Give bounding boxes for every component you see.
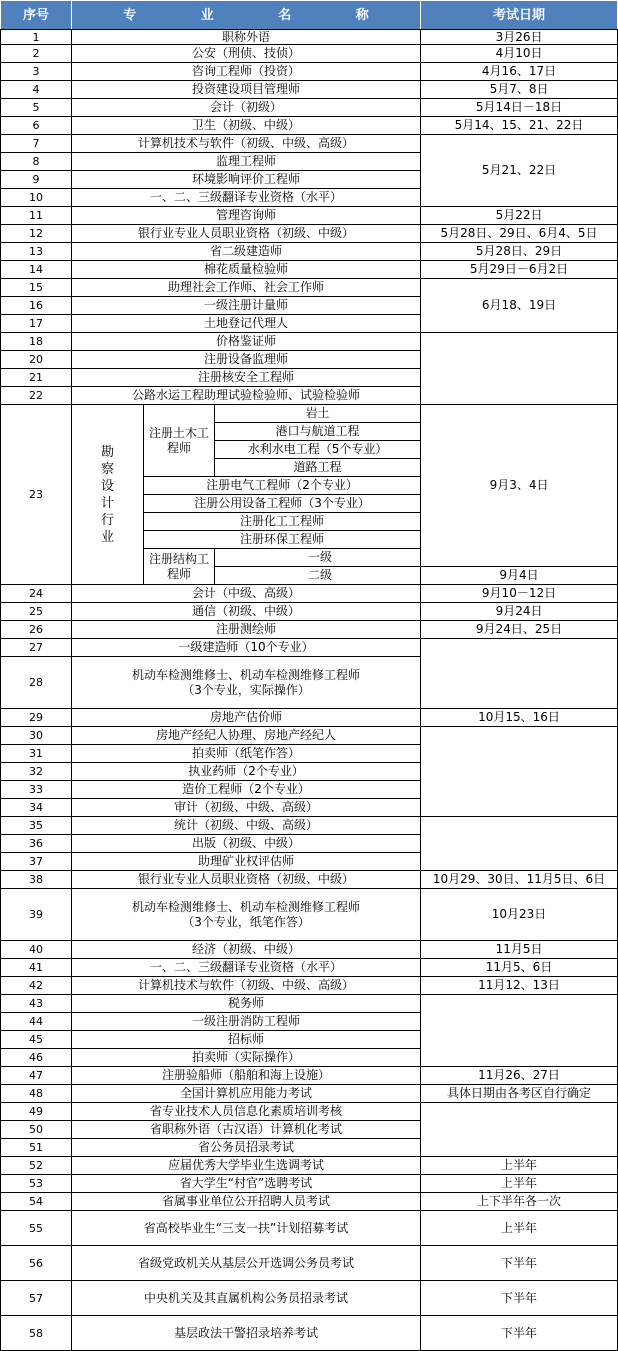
table-row [1,279,618,297]
exam-date: 9月4日 [421,567,618,585]
row-number: 42 [1,977,72,995]
exam-date: 5月14日－18日 [421,99,618,117]
row-number: 50 [1,1121,72,1139]
exam-date: 具体日期由各考区自行确定 [421,1085,618,1103]
specialty-name: 省大学生“村官”选聘考试 [72,1175,421,1193]
row-number: 54 [1,1193,72,1211]
specialty-name: 价格鉴证师 [72,333,421,351]
table-row [1,603,618,621]
row-number: 28 [1,657,72,709]
row-number: 46 [1,1049,72,1067]
exam-date: 11月12、13日 [421,977,618,995]
specialty-name: 统计（初级、中级、高级） [72,817,421,835]
sub-item: 水利水电工程（5个专业） [215,441,421,459]
row-number: 44 [1,1013,72,1031]
row-number: 24 [1,585,72,603]
table-row [1,1316,618,1351]
specialty-name: 省专业技术人员信息化素质培训考核 [72,1103,421,1121]
table-row [1,871,618,889]
group-label: 勘 察 设 计 行 业 [72,405,144,585]
specialty-name: 计算机技术与软件（初级、中级、高级） [72,135,421,153]
table-row [1,621,618,639]
row-number: 3 [1,63,72,81]
table-row [1,261,618,279]
exam-date [421,727,618,817]
row-number: 2 [1,45,72,63]
row-number: 11 [1,207,72,225]
row-number: 36 [1,835,72,853]
specialty-name: 土地登记代理人 [72,315,421,333]
table-row [1,81,618,99]
table-row [1,1067,618,1085]
table-row [1,709,618,727]
specialty-name: 助理社会工作师、社会工作师 [72,279,421,297]
specialty-name: 银行业专业人员职业资格（初级、中级） [72,225,421,243]
exam-date: 5月21、22日 [421,135,618,207]
row-number: 8 [1,153,72,171]
specialty-name-line: 机动车检测维修士、机动车检测维修工程师 [132,899,361,914]
row-number: 15 [1,279,72,297]
specialty-name: 执业药师（2个专业） [72,763,421,781]
sub-item: 注册环保工程师 [144,531,421,549]
table-row [1,639,618,657]
specialty-name: 管理咨询师 [72,207,421,225]
row-number: 20 [1,351,72,369]
exam-date: 11月26、27日 [421,1067,618,1085]
specialty-name: 审计（初级、中级、高级） [72,799,421,817]
specialty-name: 会计（中级、高级） [72,585,421,603]
header-date: 考试日期 [421,1,618,30]
sub-item: 二级 [215,567,421,585]
row-number: 57 [1,1281,72,1316]
row-number: 39 [1,889,72,941]
row-number: 31 [1,745,72,763]
row-number: 9 [1,171,72,189]
exam-date: 9月24日 [421,603,618,621]
structural-engineer-label: 注册结构工程师 [144,549,215,585]
row-number: 16 [1,297,72,315]
table-row [1,977,618,995]
exam-date: 上半年 [421,1157,618,1175]
sub-item: 岩土 [215,405,421,423]
table-row [1,959,618,977]
row-number: 1 [1,30,72,45]
row-number: 35 [1,817,72,835]
specialty-name: 省二级建造师 [72,243,421,261]
specialty-name: 出版（初级、中级） [72,835,421,853]
row-number: 43 [1,995,72,1013]
row-number: 38 [1,871,72,889]
specialty-name: 银行业专业人员职业资格（初级、中级） [72,871,421,889]
row-number: 48 [1,1085,72,1103]
specialty-name-line: 机动车检测维修士、机动车检测维修工程师 [132,667,361,682]
exam-date: 5月28日、29日 [421,243,618,261]
row-number: 52 [1,1157,72,1175]
table-row [1,1246,618,1281]
specialty-name: 基层政法干警招录培养考试 [72,1316,421,1351]
row-number: 45 [1,1031,72,1049]
specialty-name: 拍卖师（纸笔作答） [72,745,421,763]
specialty-name: 省高校毕业生“三支一扶”计划招募考试 [72,1211,421,1246]
specialty-name: 环境影响评价工程师 [72,171,421,189]
specialty-name: 注册验船师（船舶和海上设施） [72,1067,421,1085]
header-no: 序号 [1,1,72,30]
row-number: 49 [1,1103,72,1121]
exam-date: 5月7、8日 [421,81,618,99]
specialty-name: 一、二、三级翻译专业资格（水平） [72,189,421,207]
row-number: 5 [1,99,72,117]
table-row [1,1085,618,1103]
specialty-name: 房地产估价师 [72,709,421,727]
table-row [1,99,618,117]
table-header [1,1,618,30]
row-number: 40 [1,941,72,959]
row-number: 32 [1,763,72,781]
row-number: 27 [1,639,72,657]
table-row [1,817,618,835]
exam-date: 10月29、30日、11月5日、6日 [421,871,618,889]
civil-engineer-label: 注册土木工程师 [144,405,215,477]
row-number: 14 [1,261,72,279]
exam-date: 5月29日－6月2日 [421,261,618,279]
exam-date: 下半年 [421,1316,618,1351]
specialty-name: 省职称外语（古汉语）计算机化考试 [72,1121,421,1139]
table-row [1,1281,618,1316]
table-row [1,995,618,1013]
row-number: 55 [1,1211,72,1246]
exam-date: 上半年 [421,1175,618,1193]
sub-item: 一级 [215,549,421,567]
specialty-name: 会计（初级） [72,99,421,117]
specialty-name: 税务师 [72,995,421,1013]
table-row [1,225,618,243]
row-number: 22 [1,387,72,405]
specialty-name: 计算机技术与软件（初级、中级、高级） [72,977,421,995]
exam-date: 10月23日 [421,889,618,941]
table-row [1,207,618,225]
exam-date: 4月10日 [421,45,618,63]
row-number: 21 [1,369,72,387]
header-name: 专 业 名 称 [72,1,421,30]
table-row [1,1175,618,1193]
row-number: 51 [1,1139,72,1157]
specialty-name: 全国计算机应用能力考试 [72,1085,421,1103]
exam-date [421,639,618,709]
sub-item: 港口与航道工程 [215,423,421,441]
sub-item: 注册公用设备工程师（3个专业） [144,495,421,513]
row-number: 47 [1,1067,72,1085]
exam-date: 上半年 [421,1211,618,1246]
exam-date: 6月18、19日 [421,279,618,333]
row-number: 30 [1,727,72,745]
specialty-name-note: （3个专业，实际操作） [182,682,310,697]
exam-date [421,1103,618,1157]
exam-date: 下半年 [421,1281,618,1316]
exam-date: 5月14、15、21、22日 [421,117,618,135]
table-row [1,941,618,959]
specialty-name: 中央机关及其直属机构公务员招录考试 [72,1281,421,1316]
specialty-name: 注册核安全工程师 [72,369,421,387]
specialty-name: 咨询工程师（投资） [72,63,421,81]
row-number: 58 [1,1316,72,1351]
row-number: 41 [1,959,72,977]
table-row [1,1193,618,1211]
table-row [1,1157,618,1175]
exam-date: 下半年 [421,1246,618,1281]
exam-date: 9月10－12日 [421,585,618,603]
exam-date: 9月3、4日 [421,405,618,567]
specialty-name: 造价工程师（2个专业） [72,781,421,799]
exam-date: 11月5、6日 [421,959,618,977]
specialty-name [72,889,421,941]
exam-date: 5月28日、29日、6月4、5日 [421,225,618,243]
specialty-name: 经济（初级、中级） [72,941,421,959]
row-number: 29 [1,709,72,727]
specialty-name: 通信（初级、中级） [72,603,421,621]
specialty-name-note: （3个专业，纸笔作答） [182,914,310,929]
specialty-name: 一、二、三级翻译专业资格（水平） [72,959,421,977]
exam-date: 4月16、17日 [421,63,618,81]
row-number: 56 [1,1246,72,1281]
specialty-name: 监理工程师 [72,153,421,171]
row-number: 13 [1,243,72,261]
row-number: 12 [1,225,72,243]
specialty-name: 应届优秀大学毕业生选调考试 [72,1157,421,1175]
specialty-name: 省属事业单位公开招聘人员考试 [72,1193,421,1211]
row-number: 23 [1,405,72,585]
specialty-name: 招标师 [72,1031,421,1049]
row-number: 4 [1,81,72,99]
specialty-name: 一级建造师（10个专业） [72,639,421,657]
specialty-name: 省级党政机关从基层公开选调公务员考试 [72,1246,421,1281]
specialty-name: 一级注册计量师 [72,297,421,315]
specialty-name: 公安（刑侦、技侦） [72,45,421,63]
table-row [1,30,618,45]
specialty-name: 投资建设项目管理师 [72,81,421,99]
row-number: 26 [1,621,72,639]
table-row [1,63,618,81]
exam-date: 3月26日 [421,30,618,45]
row-number: 25 [1,603,72,621]
table-row [1,45,618,63]
specialty-name: 房地产经纪人协理、房地产经纪人 [72,727,421,745]
exam-date: 11月5日 [421,941,618,959]
exam-date: 5月22日 [421,207,618,225]
exam-date: 10月15、16日 [421,709,618,727]
specialty-name: 省公务员招录考试 [72,1139,421,1157]
table-row [1,1103,618,1121]
specialty-name: 助理矿业权评估师 [72,853,421,871]
row-number: 6 [1,117,72,135]
table-row [1,405,618,423]
row-number: 17 [1,315,72,333]
specialty-name: 职称外语 [72,30,421,45]
exam-date: 9月24日、25日 [421,621,618,639]
specialty-name: 注册设备监理师 [72,351,421,369]
exam-date [421,333,618,405]
specialty-name: 棉花质量检验师 [72,261,421,279]
table-row [1,585,618,603]
table-row [1,135,618,153]
table-row [1,1211,618,1246]
row-number: 7 [1,135,72,153]
specialty-name: 卫生（初级、中级） [72,117,421,135]
table-row [1,117,618,135]
sub-item: 注册化工工程师 [144,513,421,531]
specialty-name [72,657,421,709]
sub-item: 注册电气工程师（2个专业） [144,477,421,495]
specialty-name: 公路水运工程助理试验检验师、试验检验师 [72,387,421,405]
row-number: 37 [1,853,72,871]
table-body [1,30,618,1351]
specialty-name: 注册测绘师 [72,621,421,639]
exam-date: 上下半年各一次 [421,1193,618,1211]
specialty-name: 拍卖师（实际操作） [72,1049,421,1067]
exam-date [421,995,618,1067]
row-number: 18 [1,333,72,351]
row-number: 34 [1,799,72,817]
exam-date [421,817,618,871]
sub-item: 道路工程 [215,459,421,477]
row-number: 10 [1,189,72,207]
table-row [1,243,618,261]
table-row [1,727,618,745]
row-number: 53 [1,1175,72,1193]
table-row [1,333,618,351]
row-number: 33 [1,781,72,799]
specialty-name: 一级注册消防工程师 [72,1013,421,1031]
table-row [1,889,618,941]
